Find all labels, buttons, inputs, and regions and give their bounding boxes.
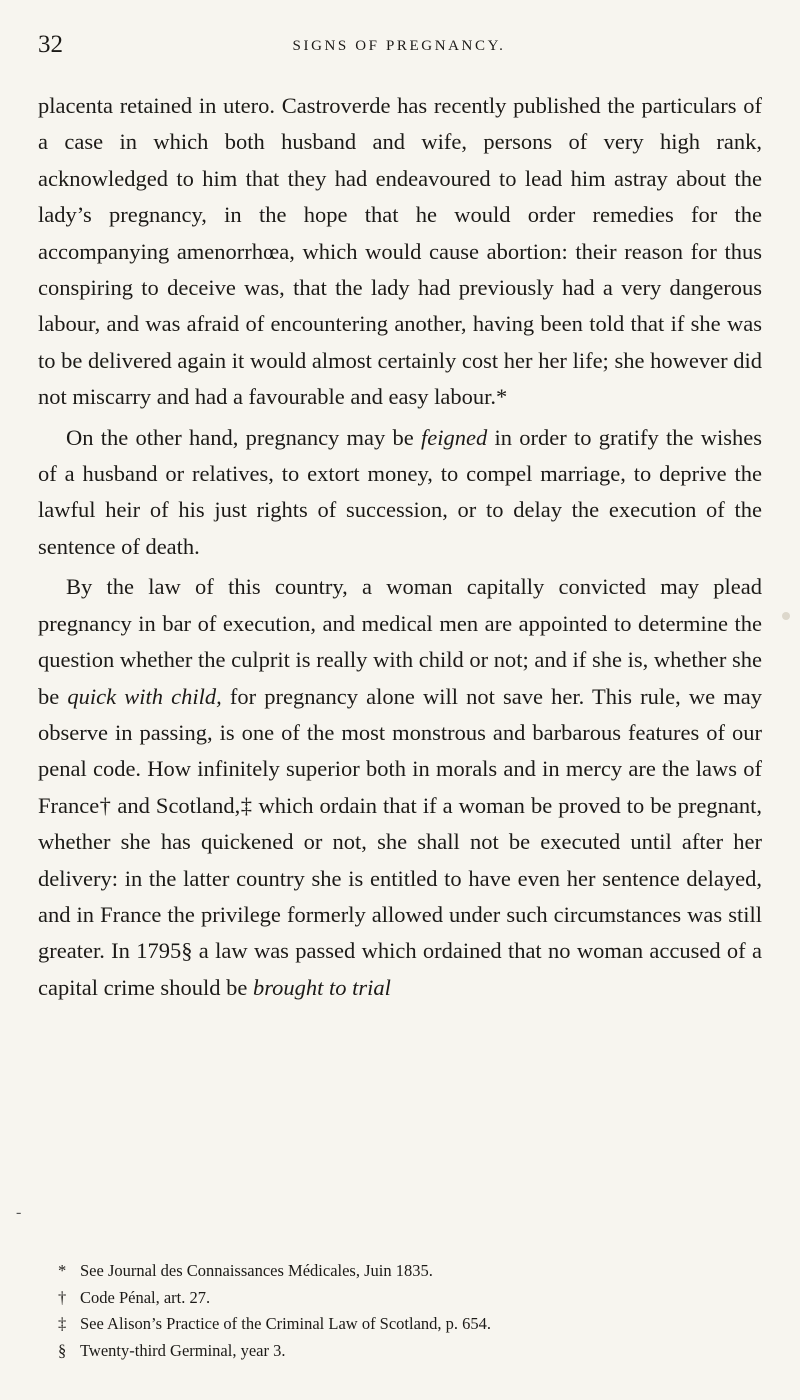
paragraph-3 <box>38 569 762 1006</box>
footnote-text: Twenty-third Germinal, year 3. <box>80 1340 286 1360</box>
paragraph-3-emphasis-2: brought to trial <box>252 974 391 1000</box>
page-header <box>38 30 760 64</box>
paragraph-2-text-a: On the other hand, pregnancy may be <box>66 424 422 450</box>
running-head: SIGNS OF PREGNANCY. <box>292 38 506 54</box>
footnote-mark: † <box>58 1287 67 1307</box>
footnote-mark: § <box>58 1340 67 1360</box>
paragraph-3-emphasis-1: quick with child, <box>67 683 222 709</box>
footnote-text: See Journal des Connaissances Médicales, Juin 1835. <box>80 1261 433 1280</box>
page-number: 32 <box>38 31 63 58</box>
margin-mark: - <box>16 1204 22 1221</box>
paragraph-3-text-b: for pregnancy alone will not save her. This rule, we may observe in passing, is one of the most monstrous and barbarous features of our penal code. How infinitely superior both in morals and in mercy are the laws of France† and Scotland,‡ which ordain that if a woman be proved to be pregnant, whether she has quickened or not, she shall not be executed until after her delivery: in the latter country she is entitled to have even her sentence delayed, and in France the privilege formerly allowed under such circumstances was still greater. In 1795§ a law was passed which ordained that no woman accused of a capital crime should be <box>38 683 762 1000</box>
paragraph-2 <box>38 420 762 566</box>
paragraph-3-text-a: By the law of this country, a woman capitally convicted may plead pregnancy in bar of execution, and medical men are appointed to determine the question whether the culprit is really with child or not; and if she is, whether she be <box>38 574 762 709</box>
footnote <box>58 1285 758 1312</box>
footnote-mark: * <box>58 1261 67 1280</box>
footnote-text: See Alison’s Practice of the Criminal Law of Scotland, p. 654. <box>80 1314 492 1333</box>
footnote-text: Code Pénal, art. 27. <box>80 1287 211 1307</box>
paper-blemish <box>782 612 790 620</box>
footnote <box>58 1258 758 1285</box>
paragraph-2-text-b: in order to gratify the wishes of a husband or relatives, to extort money, to compel marriage, to deprive the lawful heir of his just rights of succession, or to delay the execution of the sentence of death. <box>38 424 762 559</box>
footnote <box>58 1338 758 1365</box>
footnote-mark: ‡ <box>58 1314 67 1333</box>
body-text <box>38 88 762 1010</box>
paragraph-1: placenta retained in utero. Castroverde has recently published the particulars of a case in which both husband and wife, persons of very high rank, acknowledged to him that they had endeavoured to lead him astray about the lady’s pregnancy, in the hope that he would order remedies for the accompanying amenorrhœa, which would cause abortion: their reason for thus conspiring to deceive was, that the lady had previously had a very dangerous labour, and was afraid of encountering another, having been told that if she was to be delivered again it would almost certainly cost her her life; she however did not miscarry and had a favourable and easy labour.* <box>38 93 762 410</box>
footnotes <box>58 1258 758 1364</box>
paragraph-2-emphasis: feigned <box>421 424 488 450</box>
footnote <box>58 1311 758 1338</box>
